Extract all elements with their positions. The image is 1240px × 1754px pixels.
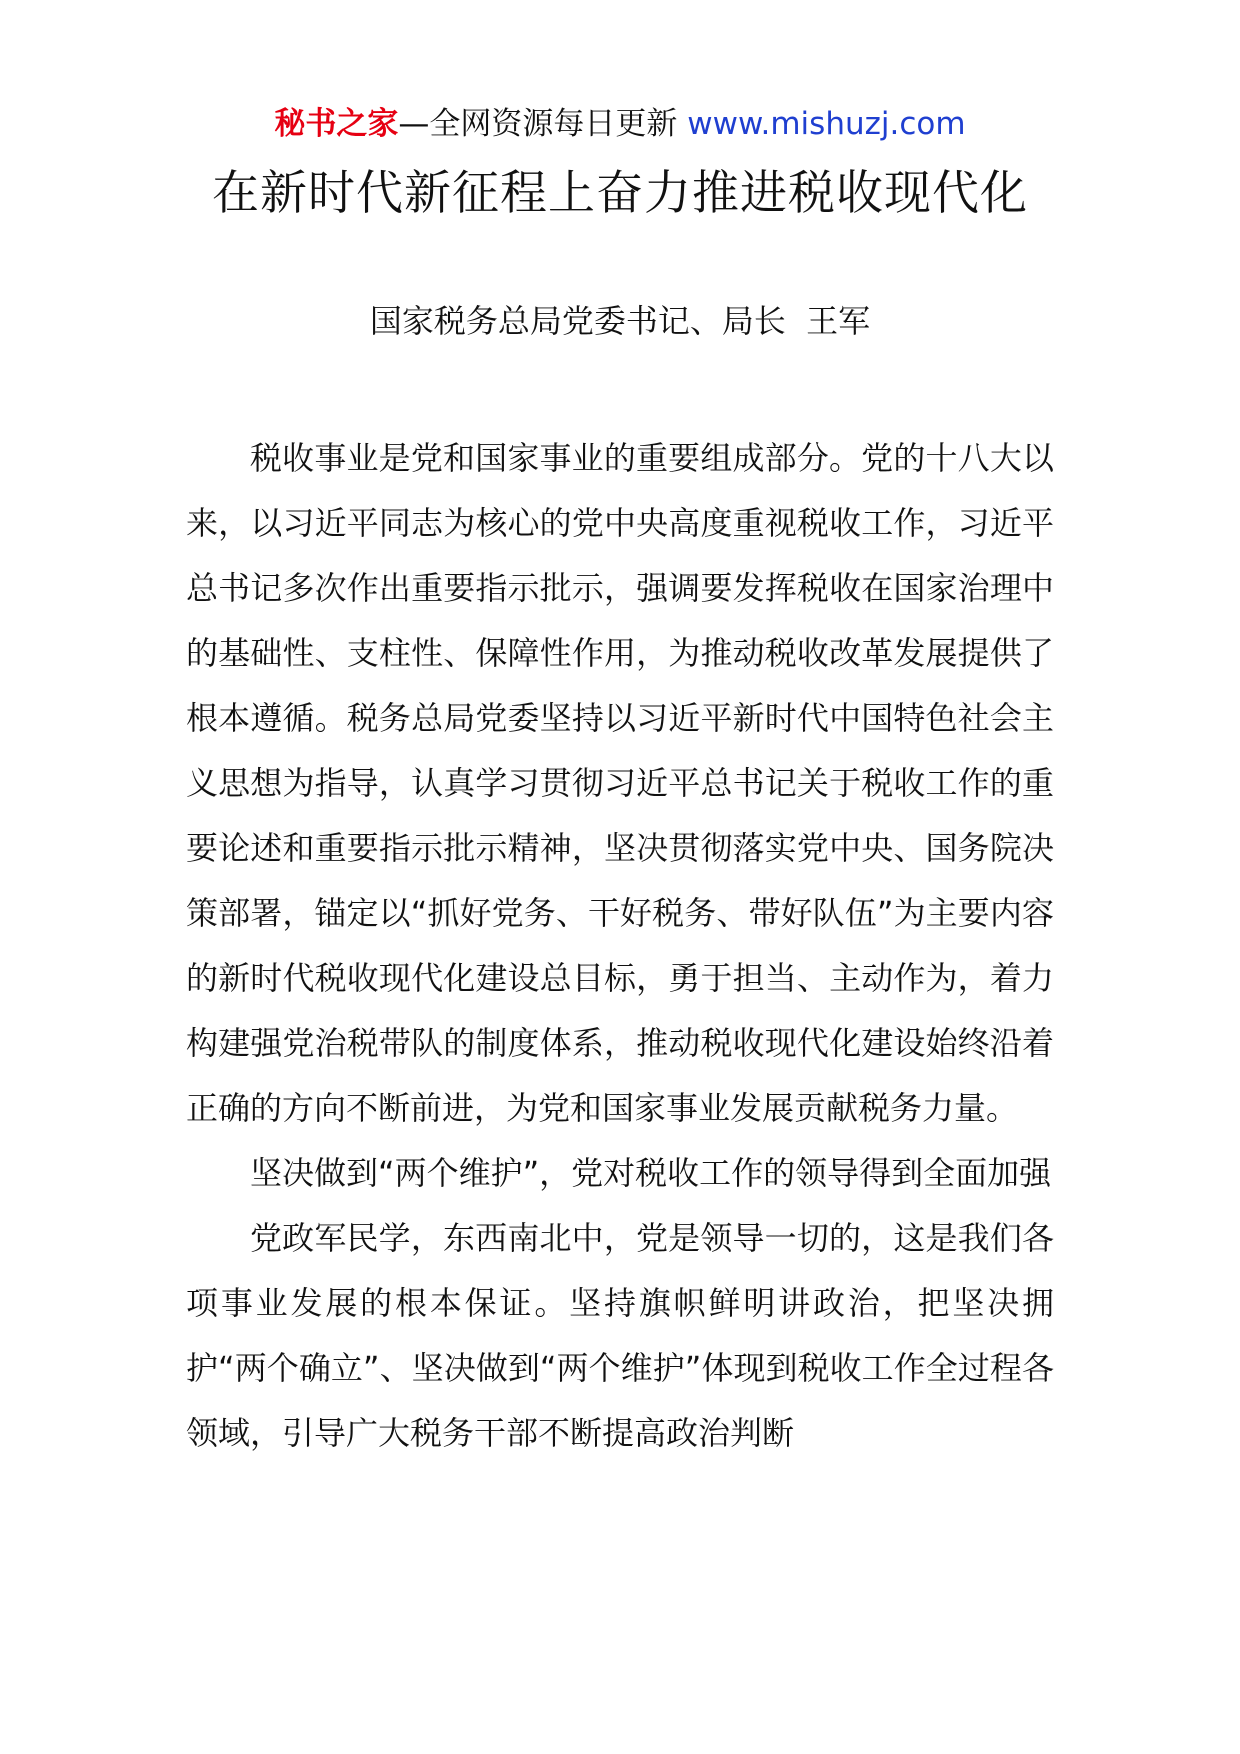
site-tagline: —全网资源每日更新	[398, 106, 678, 142]
site-brand: 秘书之家	[274, 106, 399, 142]
section-heading: 坚决做到“两个维护”，党对税收工作的领导得到全面加强	[250, 1154, 1052, 1192]
article-author: 国家税务总局党委书记、局长 王军	[369, 302, 871, 340]
article-body	[186, 426, 1054, 1466]
paragraph-intro: 税收事业是党和国家事业的重要组成部分。党的十八大以来，以习近平同志为核心的党中央高度重视税收工作，习近平总书记多次作出重要指示批示，强调要发挥税收在国家治理中的基础性、支柱性、保障性作用，为推动税收改革发展提供了根本遵循。税务总局党委坚持以习近平新时代中国特色社会主义思想为指导，认真学习贯彻习近平总书记关于税收工作的重要论述和重要指示批示精神，坚决贯彻落实党中央、国务院决策部署，锚定以“抓好党务、干好税务、带好队伍”为主要内容的新时代税收现代化建设总目标，勇于担当、主动作为，着力构建强党治税带队的制度体系，推动税收现代化建设始终沿着正确的方向不断前进，为党和国家事业发展贡献税务力量。	[186, 439, 1054, 1127]
paragraph-section-1: 党政军民学，东西南北中，党是领导一切的，这是我们各项事业发展的根本保证。坚持旗帜鲜明讲政治，把坚决拥护“两个确立”、坚决做到“两个维护”体现到税收工作全过程各领域，引导广大税务干部不断提高政治判断	[186, 1219, 1054, 1452]
site-banner	[0, 104, 1240, 144]
site-url-link[interactable]: www.mishuzj.com	[687, 106, 966, 142]
article-title: 在新时代新征程上奋力推进税收现代化	[212, 166, 1028, 221]
